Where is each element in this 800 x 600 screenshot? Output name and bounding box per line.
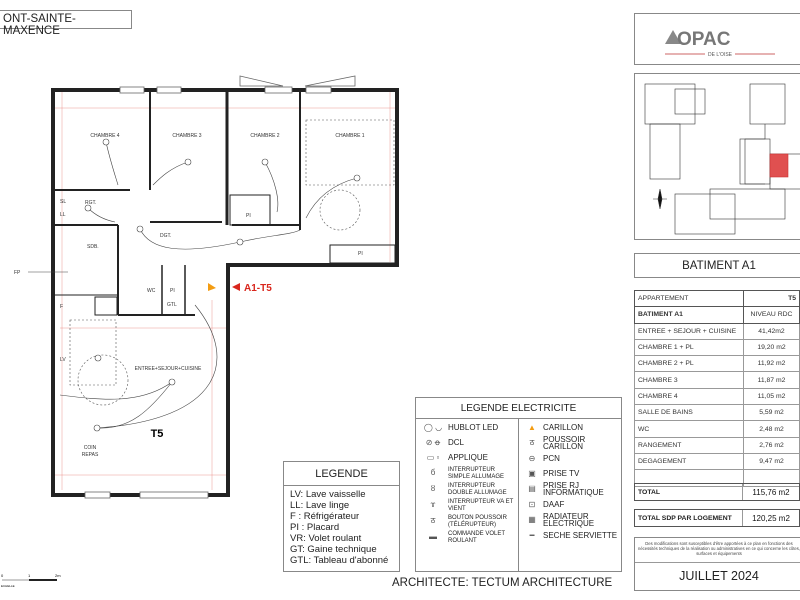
dcl-icon: ⊘ ꝋ <box>425 437 441 447</box>
sdp-value: 120,25 m2 <box>752 513 790 523</box>
svg-text:2m: 2m <box>55 573 61 578</box>
room-chambre-4: CHAMBRE 4 <box>90 133 120 139</box>
legend-item: F : Réfrigérateur <box>290 511 360 522</box>
room-wc: WC <box>147 288 156 294</box>
room-name-cell: DEGAGEMENT <box>635 453 744 469</box>
table-row <box>635 421 800 437</box>
room-area-cell: 19,20 m2 <box>744 339 800 355</box>
lv-label: LV <box>60 357 66 363</box>
room-name-cell: CHAMBRE 3 <box>635 372 744 388</box>
building-label: BATIMENT A1 <box>634 253 800 278</box>
room-name-cell: ENTREE + SEJOUR + CUISINE <box>635 323 744 339</box>
svg-text:0: 0 <box>1 573 4 578</box>
project-city-label: ONT-SAINTE-MAXENCE <box>0 10 132 29</box>
table-row <box>635 372 800 388</box>
room-name-cell: SALLE DE BAINS <box>635 405 744 421</box>
applique-icon: ▭ ▫ <box>426 452 440 462</box>
legend-title: LEGENDE <box>284 462 399 486</box>
room-area-cell: 11,92 m2 <box>744 356 800 372</box>
commande-volet-icon: ▬ <box>429 532 437 542</box>
interrupteur-double-icon: ȣ <box>430 484 436 494</box>
table-row <box>635 405 800 421</box>
svg-text:1: 1 <box>28 573 31 578</box>
room-area-cell: 11,87 m2 <box>744 372 800 388</box>
sdp-total-row <box>634 509 800 527</box>
placard-label: PI <box>358 251 363 257</box>
total-label: TOTAL <box>635 484 743 500</box>
apartment-type-label: T5 <box>150 428 164 440</box>
poussoir-carillon-icon: ठ <box>529 438 535 448</box>
table-row <box>635 388 800 404</box>
total-row <box>634 483 800 501</box>
disclaimer-text: Des modifications sont susceptibles d'être apportées à ce plan en fonctions des nécessités techniques de la réalisation ou administratives en ce qui concerne les côtes, surfaces et équipements <box>635 538 800 563</box>
room-sdb: SDB. <box>87 244 99 250</box>
daaf-icon: ⊡ <box>528 499 536 509</box>
prise-rj-icon: ▤ <box>528 484 536 494</box>
unit-tag: A1-T5 <box>244 283 272 294</box>
architect-credit: ARCHITECTE: TECTUM ARCHITECTURE <box>392 577 613 589</box>
sdp-label: TOTAL SDP PAR LOGEMENT <box>635 510 743 526</box>
room-name-cell: RANGEMENT <box>635 437 744 453</box>
opac-logo <box>634 13 800 65</box>
va-et-vient-icon: ɤ <box>430 500 436 510</box>
room-area-cell: 9,47 m2 <box>744 453 800 469</box>
entrance-arrow-icon <box>232 283 240 291</box>
room-coin-repas: COIN <box>83 445 97 451</box>
sl-label: SL <box>60 199 67 205</box>
legend-item: LL: Lave linge <box>290 500 350 511</box>
room-coin-repas: REPAS <box>81 452 99 458</box>
walls <box>53 90 397 495</box>
room-name-cell: CHAMBRE 1 + PL <box>635 339 744 355</box>
hublot-led-icon: ◯ ◡ <box>423 422 443 432</box>
interrupteur-simple-icon: б <box>430 468 436 478</box>
pcn-icon: ⊖ <box>528 453 536 463</box>
room-chambre-1: CHAMBRE 1 <box>335 133 365 139</box>
f-label: F <box>60 304 64 310</box>
room-entree-sejour-cuisine: ENTREE+SEJOUR+CUISINE <box>134 366 202 372</box>
surface-table: APPARTEMENT T5 BATIMENT A1 NIVEAU RDC ENTREE + SEJOUR + CUISINE 41,42m2 CHAMBRE 1 + PL 19,20 m2 CHAMBRE 2 + PL 11,92 m2 CHAMBRE 3 11,87 m2 CHAMBRE 4 11,05 m2 SALLE DE BAINS 5,59 m2 WC 2,48 m2 RANGEMENT 2,76 m2 DEGAGEMENT 9,47 m2 <box>634 290 800 487</box>
site-plan-map <box>634 73 800 240</box>
room-area-cell: 2,76 m2 <box>744 437 800 453</box>
gtl-label: GTL <box>167 302 177 308</box>
prise-tv-icon: ▣ <box>528 468 536 478</box>
legend-item: GTL: Tableau d'abonné <box>290 555 389 566</box>
table-row <box>635 339 800 355</box>
legend-item: LV: Lave vaisselle <box>290 489 366 500</box>
legend-item: VR: Volet roulant <box>290 533 362 544</box>
legend-box <box>283 461 400 572</box>
fp-label: FP <box>14 270 21 276</box>
placard-label: PI <box>170 288 175 294</box>
electrical-legend-box: LEGENDE ELECTRICITE ◯ ◡ HUBLOT LED ⊘ ꝋ DCL ▭ ▫ APPLIQUE б INTERRUPTEUR SIMPLE ALLUMAGE ȣ INTERRUPTEUR DOUBLE ALLUMAGE ɤ INTERRUPTEUR VA ET VIENT ठ BOUTON POUSSOIR (TÉLÉRUPTEUR) ▬ COMMANDE VOLET ROULANT ▲ CARILLON ठ POUSSOIR CARILLON ⊖ PCN ▣ PRISE TV ▤ PRISE RJ INFORMATIQUE ⊡ DAAF ▦ RADIATEUR ELECTRIQUE ━ SECHE SERVIETTE <box>415 397 622 572</box>
table-row <box>635 437 800 453</box>
bouton-poussoir-icon: ठ <box>430 516 436 526</box>
ll-label: LL <box>60 212 66 218</box>
room-name-cell: CHAMBRE 4 <box>635 388 744 404</box>
electrical-legend-title: LEGENDE ELECTRICITE <box>416 398 621 419</box>
legend-item: PI : Placard <box>290 522 340 533</box>
room-name-cell: WC <box>635 421 744 437</box>
table-row <box>635 323 800 339</box>
radiateur-icon: ▦ <box>528 515 536 525</box>
total-value: 115,76 m2 <box>752 487 790 497</box>
seche-serviette-icon: ━ <box>529 530 535 540</box>
notes-box <box>634 537 800 591</box>
room-chambre-3: CHAMBRE 3 <box>172 133 202 139</box>
room-name-cell: CHAMBRE 2 + PL <box>635 356 744 372</box>
dimension-lines <box>55 92 395 490</box>
svg-text:DE L'OISE: DE L'OISE <box>707 52 733 58</box>
legend-item: GT: Gaine technique <box>290 544 377 555</box>
room-area-cell: 5,59 m2 <box>744 405 800 421</box>
room-area-cell: 2,48 m2 <box>744 421 800 437</box>
carillon-icon <box>208 283 216 291</box>
room-rgt: RGT. <box>85 200 97 206</box>
windows <box>85 76 355 498</box>
scale-bar <box>1 573 61 588</box>
table-row <box>635 356 800 372</box>
table-row <box>635 453 800 469</box>
room-area-cell: 11,05 m2 <box>744 388 800 404</box>
room-dgt: DGT. <box>160 233 172 239</box>
svg-text:ECHELLE: ECHELLE <box>1 584 15 588</box>
placard-label: PI <box>246 213 251 219</box>
room-area-cell: 41,42m2 <box>744 323 800 339</box>
date-label: JUILLET 2024 <box>679 569 759 583</box>
room-chambre-2: CHAMBRE 2 <box>250 133 280 139</box>
carillon-icon: ▲ <box>528 422 536 432</box>
svg-text:OPAC: OPAC <box>677 29 731 50</box>
